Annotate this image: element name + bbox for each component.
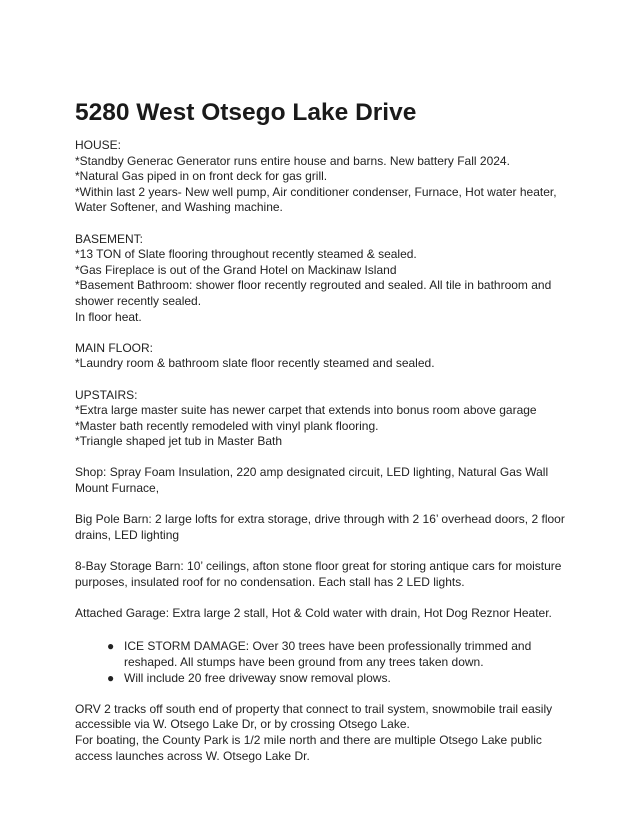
house-line: *Standby Generac Generator runs entire house and barns. New battery Fall 2024.: [75, 153, 510, 168]
upstairs-line: *Extra large master suite has newer carpet that extends into bonus room above garage: [75, 403, 537, 418]
basement-line: In floor heat.: [75, 309, 142, 324]
main-floor-section: [75, 341, 575, 372]
document-page: [75, 98, 575, 764]
main-floor-line: *Laundry room & bathroom slate floor recently steamed and sealed.: [75, 356, 435, 371]
bullet-icon: ●: [107, 639, 115, 654]
shop-paragraph: Shop: Spray Foam Insulation, 220 amp designated circuit, LED lighting, Natural Gas Wall Mount Furnace,: [75, 465, 549, 496]
main-floor-heading: MAIN FLOOR:: [75, 340, 154, 355]
basement-section: [75, 232, 575, 326]
upstairs-line: *Triangle shaped jet tub in Master Bath: [75, 434, 283, 449]
boating-paragraph: For boating, the County Park is 1/2 mile north and there are multiple Otsego Lake public access launches across W. Otsego Lake Dr.: [75, 732, 542, 763]
feature-bullet-list: [75, 639, 575, 686]
storage-barn-paragraph: 8-Bay Storage Barn: 10’ ceilings, afton stone floor great for storing antique cars for moisture purposes, insulated roof for no condensation. Each stall has 2 LED lights.: [75, 559, 562, 589]
bullet-icon: ●: [107, 670, 115, 685]
upstairs-section: [75, 388, 575, 450]
basement-heading: BASEMENT:: [75, 231, 144, 246]
garage-paragraph: Attached Garage: Extra large 2 stall, Hot & Cold water with drain, Hot Dog Reznor Heater.: [75, 605, 552, 620]
page-title: 5280 West Otsego Lake Drive: [75, 99, 417, 126]
basement-line: *Gas Fireplace is out of the Grand Hotel on Mackinaw Island: [75, 262, 397, 277]
house-line: *Within last 2 years- New well pump, Air conditioner condenser, Furnace, Hot water heater, Water Softener, and Washing machine.: [75, 184, 557, 215]
basement-line: *13 TON of Slate flooring throughout recently steamed & sealed.: [75, 247, 417, 262]
house-line: *Natural Gas piped in on front deck for gas grill.: [75, 169, 328, 184]
list-item: [107, 639, 544, 670]
list-item: [107, 670, 544, 687]
bullet-text: ICE STORM DAMAGE: Over 30 trees have been professionally trimmed and reshaped. All stumps have been ground from any trees taken down.: [124, 639, 532, 669]
orv-paragraph: ORV 2 tracks off south end of property that connect to trail system, snowmobile trail easily accessible via W. Otsego Lake Dr, or by crossing Otsego Lake.: [75, 701, 553, 732]
bullet-text: Will include 20 free driveway snow removal plows.: [124, 670, 391, 685]
house-section: [75, 138, 575, 216]
upstairs-heading: UPSTAIRS:: [75, 387, 138, 402]
house-heading: HOUSE:: [75, 138, 122, 152]
big-pole-barn-paragraph: Big Pole Barn: 2 large lofts for extra storage, drive through with 2 16’ overhead doors, 2 floor drains, LED lighting: [75, 512, 565, 542]
basement-line: *Basement Bathroom: shower floor recently regrouted and sealed. All tile in bathroom and shower recently sealed.: [75, 278, 552, 308]
upstairs-line: *Master bath recently remodeled with vinyl plank flooring.: [75, 418, 379, 433]
